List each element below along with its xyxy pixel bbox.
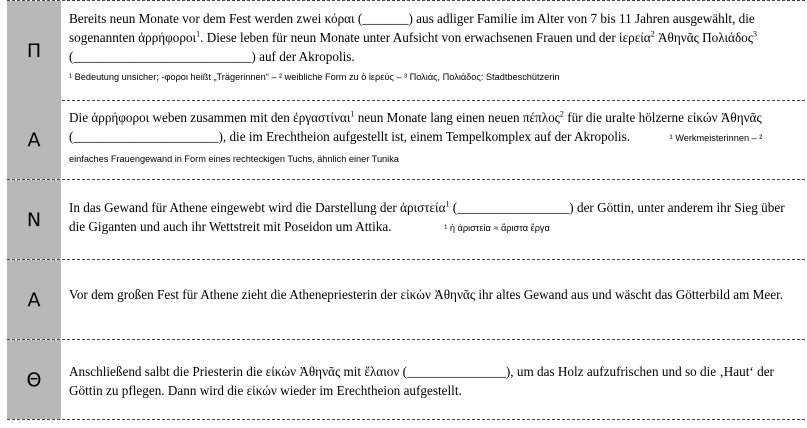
paragraph: Anschließend salbt die Priesterin die εἰκὼν Ἀθηνᾶς mit ἔλαιον (_______________), um das Holz aufzufrischen und so die ‚Haut‘ der Göttin zu pflegen. Dann wird die εἰκών wieder im Erechtheion aufgestellt. (69, 364, 774, 398)
section-nu (7, 180, 805, 260)
paragraph: In das Gewand für Athene eingewebt wird die Darstellung der ἀριστεία$^1$ (_________________) der Göttin, unter anderem ihr Sieg über die Giganten und auch ihr Wettstreit mit Poseidon um Attika. ¹ ἡ ἀριστεία ≈ ἄριστα ἔργα (69, 199, 785, 234)
footnote: ¹ ἡ ἀριστεία ≈ ἄριστα ἔργα (444, 223, 550, 233)
footnote: ¹ Bedeutung unsicher; -φοροι heißt „Trägerinnen“ – ² weibliche Form zu ὁ ἱερεύς – ³ Πολιάς, Πολιάδος: Stadtbeschützerin (69, 72, 560, 82)
section-text (69, 285, 801, 304)
section-text (69, 198, 801, 238)
letter-label: Θ (26, 368, 42, 391)
footnote-marker: 2 (559, 109, 564, 119)
footnote-marker: 3 (753, 29, 757, 39)
section-alpha-1 (7, 100, 805, 180)
section-pi (7, 0, 805, 101)
section-theta (7, 340, 805, 420)
letter-label: Α (27, 128, 41, 151)
footnote-marker: 1 (196, 29, 201, 39)
section-letter (7, 340, 61, 419)
paragraph: Die ἀρρήφοροι weben zusammen mit den ἐργαστίναι$^1$ neun Monate lang einen neuen πέπλος$^2$ für die uralte hölzerne εἰκών Ἀθηνᾶς (______________________), die im Erechtheion aufgestellt ist, einem Tempelkomplex auf der Akropolis. ¹ Werkmeisterinnen – ² einfaches Frauengewand in Form eines rechteckigen Tuchs, ähnlich einer Tunika (69, 109, 763, 164)
section-letter (7, 260, 61, 339)
section-letter (7, 1, 61, 100)
paragraph: Vor dem großen Fest für Athene zieht die Athenepriesterin der εἰκὼν Ἀθηνᾶς ihr altes Gewand aus und wäscht das Götterbild am Meer. (69, 287, 784, 302)
letter-label: Α (27, 288, 41, 311)
section-text (69, 362, 801, 400)
section-letter (7, 100, 61, 179)
letter-label: Ν (26, 208, 42, 231)
footnote-marker: 1 (350, 109, 355, 119)
section-letter (7, 180, 61, 259)
section-alpha-2 (7, 260, 805, 340)
footnote-marker: 2 (650, 29, 655, 39)
section-text (69, 108, 801, 169)
section-text (69, 9, 801, 83)
footnote: ¹ Werkmeisterinnen – ² einfaches Frauengewand in Form eines rechteckigen Tuchs, ähnlich einer Tunika (69, 133, 763, 164)
footnote-marker: 1 (445, 199, 450, 209)
letter-label: Π (26, 39, 42, 62)
paragraph: Bereits neun Monate vor dem Fest werden zwei κόραι (_______) aus adliger Familie im Alter von 7 bis 11 Jahren ausgewählt, die sogenannten ἀρρήφοροι$^1$. Diese leben für neun Monate unter Aufsicht von erwachsenen Frauen und der ἱερεία$^2$ Ἀθηνᾶς Πολιάδος$^3$ (___________________________) auf der Akropolis. (69, 11, 757, 64)
